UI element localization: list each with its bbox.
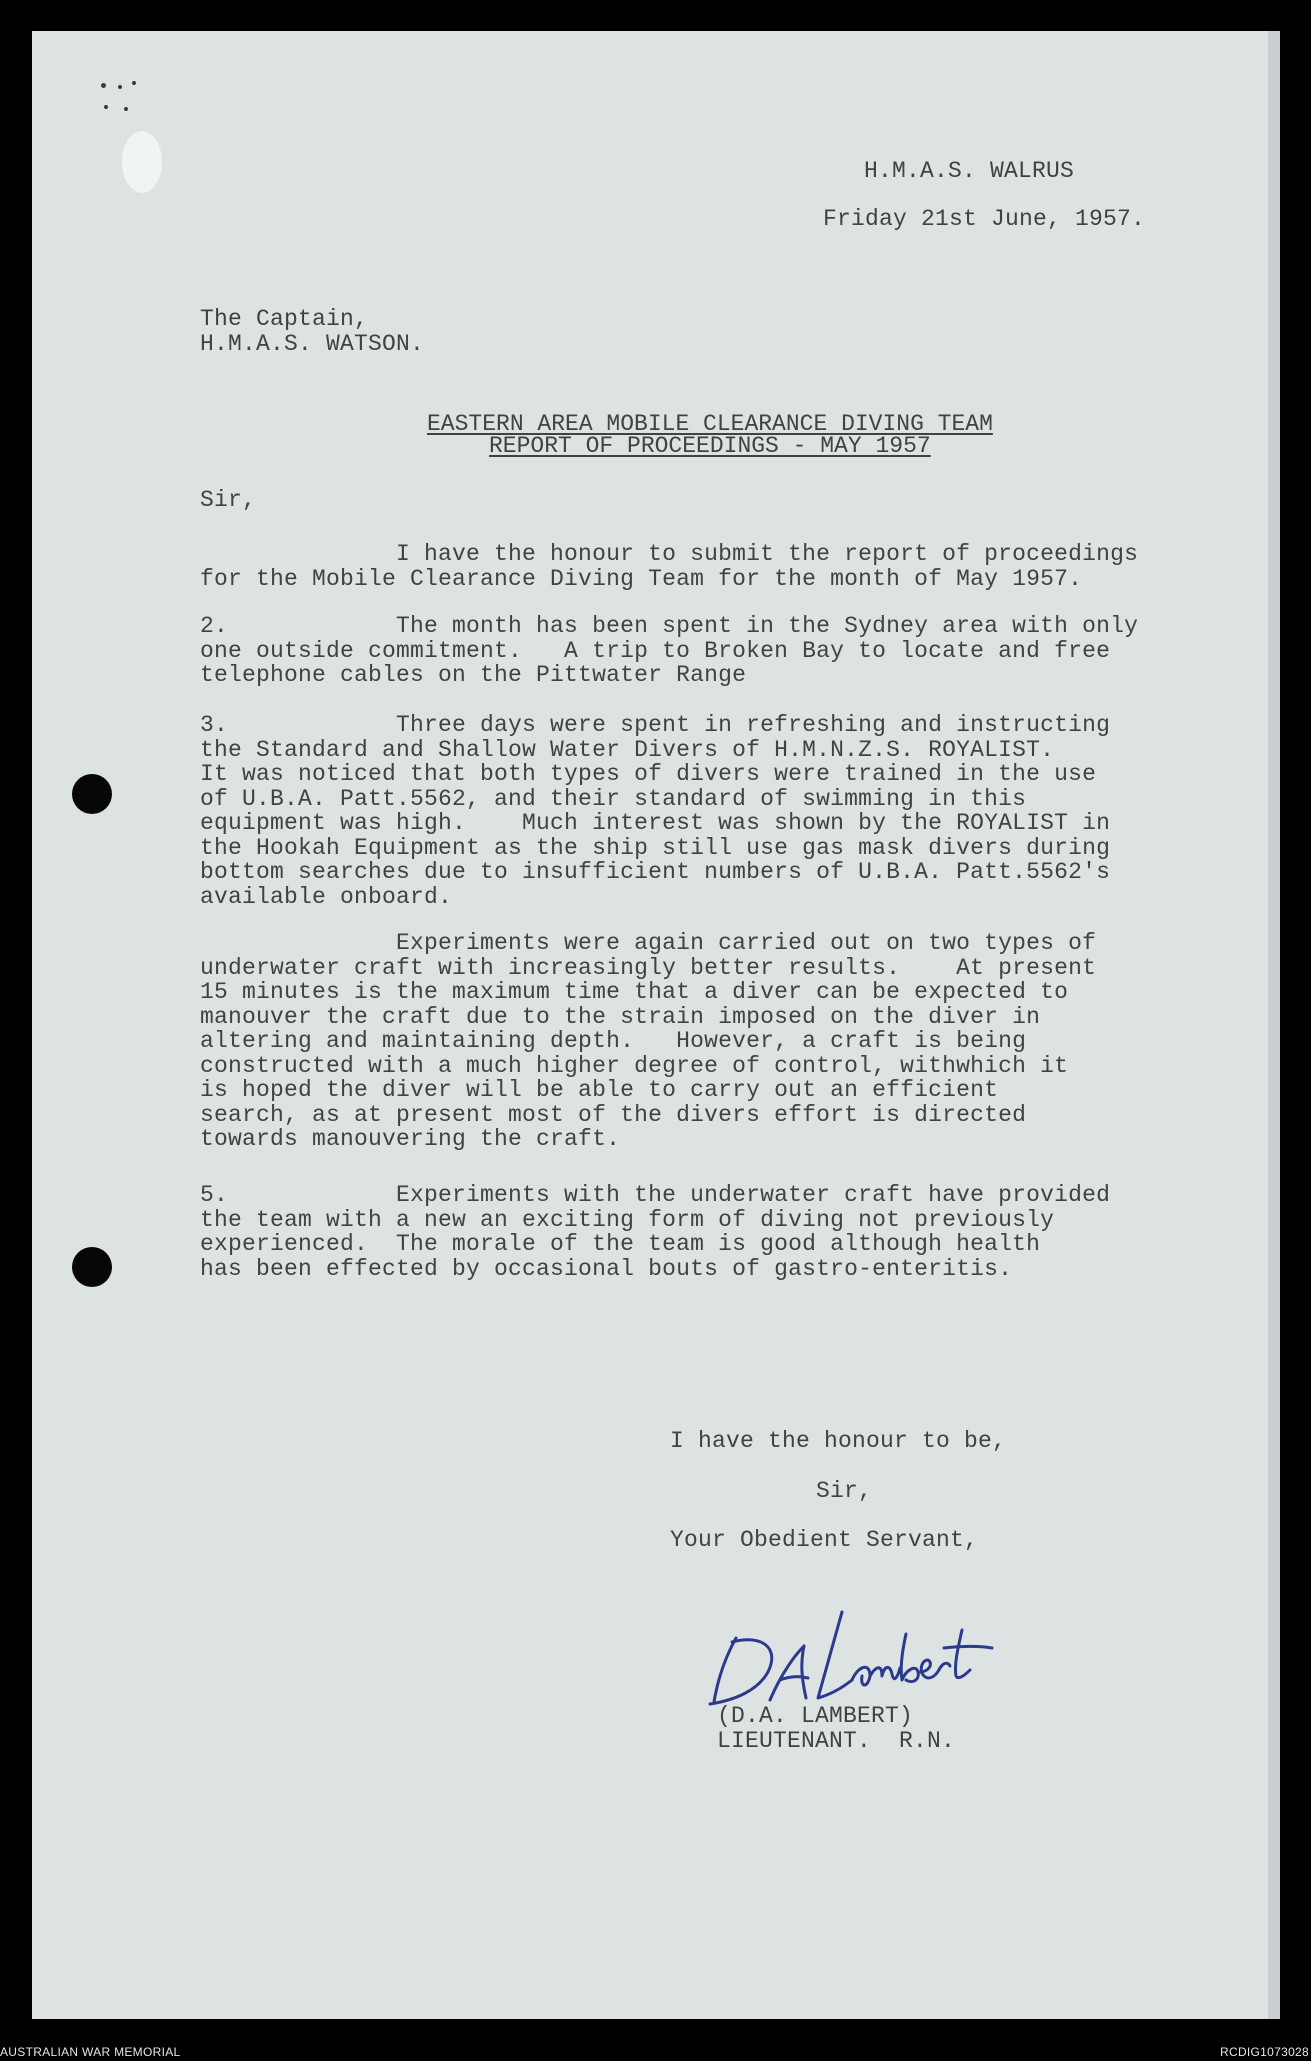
recipient-line-1: The Captain, <box>200 306 369 332</box>
letter-date: Friday 21st June, 1957. <box>823 206 1146 232</box>
handwritten-signature <box>692 1576 1002 1716</box>
paragraph-line: of U.B.A. Patt.5562, and their standard of swimming in this <box>200 785 1027 812</box>
paragraph-line: underwater craft with increasingly better results. At present <box>200 954 1097 981</box>
paragraph-2 <box>200 614 1138 688</box>
report-title-line-1: EASTERN AREA MOBILE CLEARANCE DIVING TEAM <box>427 411 993 437</box>
punch-hole-bottom <box>72 1247 112 1287</box>
paragraph-5 <box>200 1183 1110 1281</box>
paragraph-line: search, as at present most of the divers effort is directed <box>200 1101 1027 1128</box>
punch-hole-top <box>72 774 112 814</box>
paragraph-line: telephone cables on the Pittwater Range <box>200 662 747 688</box>
paragraph-line: for the Mobile Clearance Diving Team for the month of May 1957. <box>200 565 1083 592</box>
paragraph-4 <box>200 931 1096 1152</box>
report-title <box>427 413 993 457</box>
paragraph-line: altering and maintaining depth. However, a craft is being <box>200 1028 1027 1054</box>
recipient-line-2: H.M.A.S. WATSON. <box>200 331 425 357</box>
closing-line-2: Sir, <box>816 1478 873 1504</box>
paragraph-line: one outside commitment. A trip to Broken Bay to locate and free <box>200 637 1111 664</box>
paragraph-line: Experiments were again carried out on two types of <box>200 930 1097 956</box>
paragraph-line: manouver the craft due to the strain imposed on the diver in <box>200 1003 1041 1030</box>
paragraph-line: equipment was high. Much interest was shown by the ROYALIST in <box>200 810 1111 836</box>
paragraph-line: available onboard. <box>200 883 453 910</box>
paragraph-line: the Standard and Shallow Water Divers of H.M.N.Z.S. ROYALIST. <box>200 736 1055 763</box>
signatory-name: (D.A. LAMBERT) <box>717 1703 914 1729</box>
paragraph-line: the team with a new an exciting form of diving not previously <box>200 1206 1055 1233</box>
report-title-line-2: REPORT OF PROCEEDINGS - MAY 1957 <box>489 433 931 459</box>
closing-line-1: I have the honour to be, <box>670 1428 1007 1454</box>
paragraph-line: 2. The month has been spent in the Sydney area with only <box>200 613 1139 639</box>
footer-item-id: RCDIG1073028 <box>1220 2045 1309 2059</box>
paragraph-line: bottom searches due to insufficient numbers of U.B.A. Patt.5562's <box>200 859 1111 885</box>
paragraph-line: It was noticed that both types of divers were trained in the use <box>200 761 1097 787</box>
paragraph-line: constructed with a much higher degree of control, withwhich it <box>200 1052 1069 1079</box>
letter-page <box>32 31 1280 2019</box>
paragraph-line: 3. Three days were spent in refreshing and instructing <box>200 712 1111 738</box>
closing-line-3: Your Obedient Servant, <box>670 1527 979 1553</box>
paragraph-line: has been effected by occasional bouts of gastro-enteritis. <box>200 1255 1013 1282</box>
paragraph-line: towards manouvering the craft. <box>200 1126 621 1152</box>
signatory-rank: LIEUTENANT. R.N. <box>717 1728 956 1754</box>
paragraph-line: 5. Experiments with the underwater craft have provided <box>200 1182 1111 1208</box>
page-edge <box>1268 31 1280 2019</box>
paragraph-line: is hoped the diver will be able to carry out an efficient <box>200 1077 999 1103</box>
ship-name: H.M.A.S. WALRUS <box>864 158 1075 184</box>
salutation: Sir, <box>200 487 257 513</box>
footer-archive-name: AUSTRALIAN WAR MEMORIAL <box>0 2045 181 2059</box>
paragraph-line: the Hookah Equipment as the ship still use gas mask divers during <box>200 834 1111 861</box>
paragraph-line: experienced. The morale of the team is good although health <box>200 1231 1041 1257</box>
paragraph-3 <box>200 713 1110 909</box>
paragraph-line: I have the honour to submit the report of proceedings <box>200 541 1139 567</box>
paragraph-line: 15 minutes is the maximum time that a diver can be expected to <box>200 979 1069 1005</box>
paragraph-1 <box>200 542 1138 591</box>
